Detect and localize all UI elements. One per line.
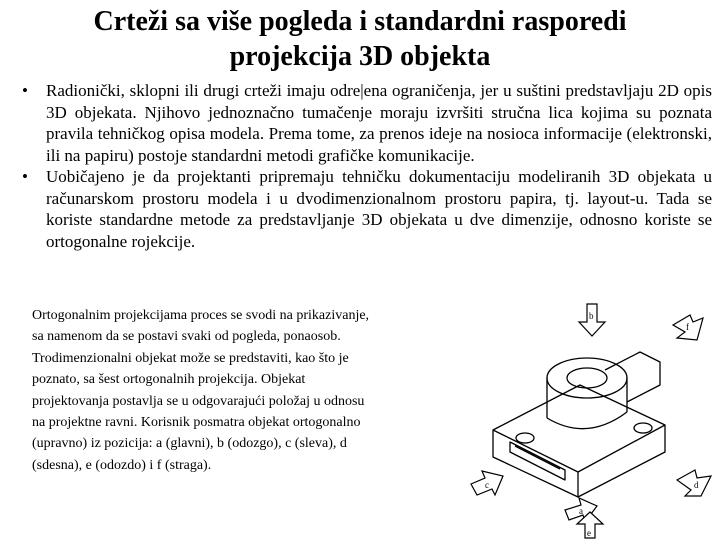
bullet-item	[22, 166, 712, 252]
view-label-f: f	[686, 322, 689, 332]
base-hole	[516, 433, 534, 443]
bullet-text: Radionički, sklopni ili drugi crteži imaju odre|ena ograničenja, jer u suštini predstavljaju 2D opis 3D objekata. Njihovo jednoznačno tumačenje moraju izvršiti stručna lica kojima su poznata pravila tehničkog opisa modela. Prema tome, za prenos ideje na nosioca informacije (elektronski, ili na papiru) postoje standardni metodi grafičke komunikacije.	[46, 81, 712, 165]
bullet-dot: •	[22, 167, 28, 186]
orthogonal-projection-description: Ortogonalnim projekcijama proces se svodi na prikazivanje, sa namenom da se postavi svaki od pogleda, ponaosob. Trodimenzionalni objekat može se predstaviti, kao što je poznato, sa šest ortogonalnih projekcija. Objekat projektovanja postavlja se u odgovarajući položaj u odnosu na projektne ravni. Korisnik posmatra objekat ortogonalno (upravno) iz pozicija: a (glavni), b (odozgo), c (sleva), d (sdesna), e (odozdo) i f (straga).	[32, 308, 370, 473]
view-label-b: b	[589, 311, 594, 321]
bullet-item	[22, 80, 712, 166]
view-label-a: a	[579, 506, 583, 516]
view-label-c: c	[485, 480, 489, 490]
isometric-object-drawing	[465, 300, 720, 540]
boss-top	[547, 358, 627, 398]
view-label-e: e	[587, 528, 591, 538]
bullet-dot: •	[22, 81, 28, 100]
view-label-d: d	[694, 480, 699, 490]
bullet-list	[22, 80, 712, 252]
title-line-1: Crteži sa više pogleda i standardni rasporedi	[93, 6, 627, 37]
slide-title	[40, 4, 680, 74]
title-line-2: projekcija 3D objekta	[229, 41, 491, 72]
base-hole	[634, 423, 652, 433]
bullet-text: Uobičajeno je da projektanti pripremaju tehničku dokumentaciju modeliranih 3D objekata u računarskom prostoru modela i u dvodimenzionalnom prostoru papira, tj. layout-u. Tada se koriste standardne metode za predstavljanje 3D objekata u dve dimenzije, odnosno koriste se ortogonalne rojekcije.	[46, 167, 712, 251]
boss-bore	[567, 368, 607, 388]
back-lug	[605, 352, 660, 402]
